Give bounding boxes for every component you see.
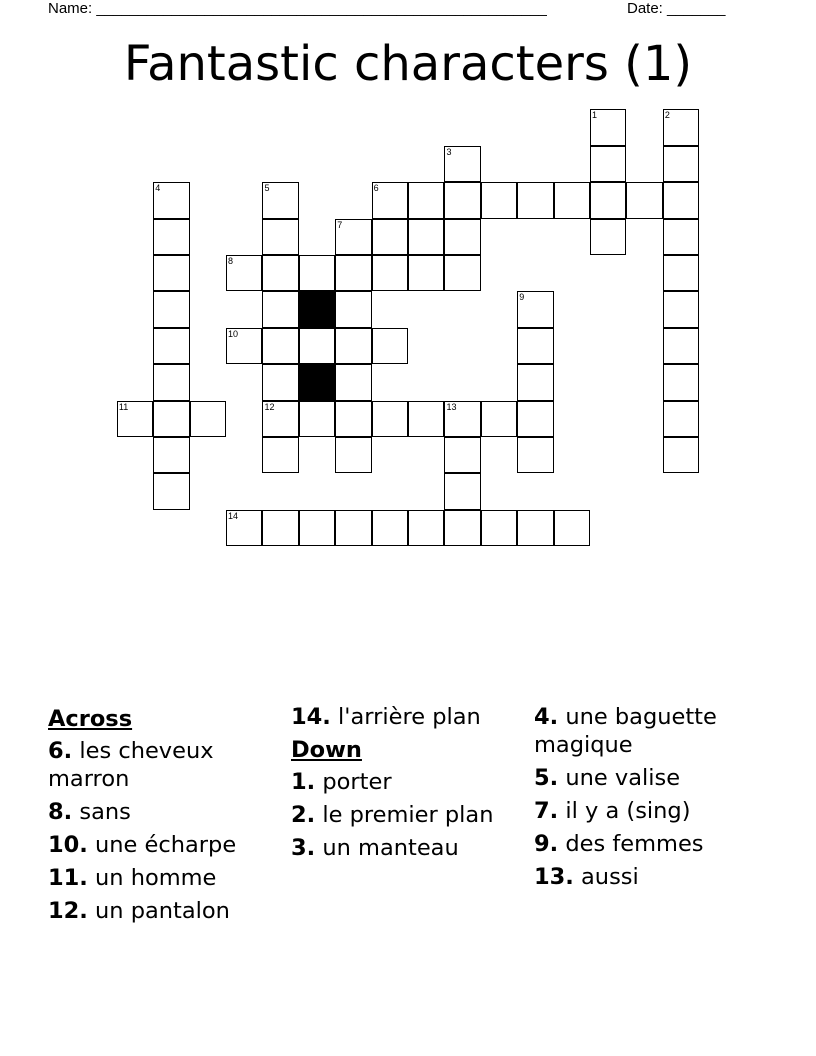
grid-cell[interactable]	[153, 291, 189, 327]
grid-cell[interactable]	[335, 437, 371, 473]
grid-cell[interactable]	[517, 510, 553, 546]
grid-cell[interactable]	[444, 219, 480, 255]
grid-cell[interactable]	[262, 364, 298, 400]
grid-cell[interactable]	[663, 328, 699, 364]
grid-cell[interactable]	[444, 473, 480, 509]
grid-cell[interactable]	[517, 328, 553, 364]
grid-cell[interactable]	[335, 219, 371, 255]
grid-cell[interactable]	[444, 437, 480, 473]
grid-cell[interactable]	[262, 255, 298, 291]
grid-cell[interactable]	[372, 510, 408, 546]
clue-down: 13. aussi	[534, 864, 639, 890]
clue-down: 3. un manteau	[291, 835, 459, 861]
grid-cell[interactable]	[590, 146, 626, 182]
grid-cell[interactable]	[372, 328, 408, 364]
clue-number: 10	[228, 328, 239, 339]
clue-down: 1. porter	[291, 769, 392, 795]
grid-cell[interactable]	[153, 328, 189, 364]
grid-cell[interactable]	[153, 182, 189, 218]
grid-cell[interactable]	[190, 401, 226, 437]
grid-cell[interactable]	[335, 364, 371, 400]
grid-cell[interactable]	[153, 437, 189, 473]
grid-cell[interactable]	[117, 401, 153, 437]
grid-cell[interactable]	[408, 219, 444, 255]
grid-cell[interactable]	[299, 401, 335, 437]
grid-cell[interactable]	[153, 255, 189, 291]
grid-cell[interactable]	[590, 182, 626, 218]
clue-number: 14	[228, 510, 239, 521]
grid-cell[interactable]	[626, 182, 662, 218]
clue-number: 1	[592, 110, 598, 121]
grid-cell[interactable]	[226, 255, 262, 291]
clue-number: 9	[519, 292, 525, 303]
clue-number: 7	[337, 219, 343, 230]
grid-cell[interactable]	[153, 219, 189, 255]
grid-cell[interactable]	[372, 182, 408, 218]
grid-cell[interactable]	[299, 255, 335, 291]
grid-cell[interactable]	[372, 401, 408, 437]
grid-cell[interactable]	[335, 291, 371, 327]
grid-cell[interactable]	[335, 255, 371, 291]
grid-cell[interactable]	[517, 182, 553, 218]
clue-across: 14. l'arrière plan	[291, 704, 481, 730]
grid-cell[interactable]	[153, 473, 189, 509]
clue-across: 10. une écharpe	[48, 832, 237, 858]
clue-down: 4. une baguette magique	[534, 704, 717, 758]
grid-cell[interactable]	[153, 364, 189, 400]
grid-cell[interactable]	[372, 219, 408, 255]
clue-number: 2	[664, 110, 670, 121]
grid-cell[interactable]	[481, 182, 517, 218]
grid-cell[interactable]	[335, 401, 371, 437]
grid-black-cell	[299, 364, 335, 400]
grid-cell[interactable]	[517, 437, 553, 473]
grid-cell[interactable]	[663, 364, 699, 400]
grid-cell[interactable]	[226, 328, 262, 364]
grid-cell[interactable]	[335, 510, 371, 546]
down-heading: Down	[291, 737, 362, 763]
clue-column-1	[48, 703, 288, 930]
clue-column-2	[291, 703, 531, 867]
clue-across: 6. les cheveux marron	[48, 738, 214, 792]
grid-cell[interactable]	[408, 401, 444, 437]
grid-cell[interactable]	[444, 255, 480, 291]
grid-cell[interactable]	[663, 401, 699, 437]
grid-cell[interactable]	[408, 255, 444, 291]
grid-cell[interactable]	[335, 328, 371, 364]
clue-across: 8. sans	[48, 799, 131, 825]
name-field: Name: ______________________________________________________	[48, 0, 547, 17]
clue-number: 4	[155, 183, 161, 194]
grid-cell[interactable]	[262, 328, 298, 364]
grid-cell[interactable]	[663, 255, 699, 291]
grid-cell[interactable]	[153, 401, 189, 437]
clue-down: 2. le premier plan	[291, 802, 494, 828]
clue-column-3	[534, 703, 774, 896]
across-heading: Across	[48, 706, 133, 732]
grid-cell[interactable]	[408, 510, 444, 546]
grid-cell[interactable]	[481, 401, 517, 437]
grid-cell[interactable]	[517, 291, 553, 327]
grid-cell[interactable]	[444, 146, 480, 182]
grid-cell[interactable]	[299, 328, 335, 364]
clue-down: 9. des femmes	[534, 831, 704, 857]
grid-cell[interactable]	[262, 182, 298, 218]
grid-cell[interactable]	[262, 401, 298, 437]
grid-cell[interactable]	[299, 510, 335, 546]
grid-cell[interactable]	[663, 109, 699, 145]
clue-number: 8	[228, 255, 234, 266]
grid-cell[interactable]	[262, 219, 298, 255]
grid-cell[interactable]	[663, 437, 699, 473]
date-field: Date: _______	[627, 0, 726, 17]
grid-cell[interactable]	[663, 146, 699, 182]
puzzle-title: Fantastic characters (1)	[123, 36, 693, 92]
grid-cell[interactable]	[517, 401, 553, 437]
clue-number: 13	[446, 401, 457, 412]
grid-cell[interactable]	[590, 109, 626, 145]
grid-cell[interactable]	[444, 510, 480, 546]
grid-cell[interactable]	[262, 291, 298, 327]
clue-number: 3	[446, 146, 452, 157]
grid-cell[interactable]	[372, 255, 408, 291]
grid-cell[interactable]	[590, 219, 626, 255]
clue-down: 5. une valise	[534, 765, 681, 791]
grid-cell[interactable]	[262, 437, 298, 473]
grid-cell[interactable]	[444, 401, 480, 437]
grid-cell[interactable]	[481, 510, 517, 546]
grid-cell[interactable]	[554, 182, 590, 218]
clue-number: 11	[118, 401, 129, 412]
grid-cell[interactable]	[226, 510, 262, 546]
grid-cell[interactable]	[262, 510, 298, 546]
clue-number: 5	[264, 183, 270, 194]
grid-cell[interactable]	[663, 219, 699, 255]
grid-cell[interactable]	[554, 510, 590, 546]
grid-cell[interactable]	[517, 364, 553, 400]
grid-black-cell	[299, 291, 335, 327]
clue-across: 12. un pantalon	[48, 898, 230, 924]
clue-across: 11. un homme	[48, 865, 217, 891]
grid-cell[interactable]	[663, 291, 699, 327]
clue-down: 7. il y a (sing)	[534, 798, 691, 824]
grid-cell[interactable]	[408, 182, 444, 218]
grid-cell[interactable]	[444, 182, 480, 218]
clue-number: 12	[264, 401, 275, 412]
grid-cell[interactable]	[663, 182, 699, 218]
clue-number: 6	[373, 183, 379, 194]
